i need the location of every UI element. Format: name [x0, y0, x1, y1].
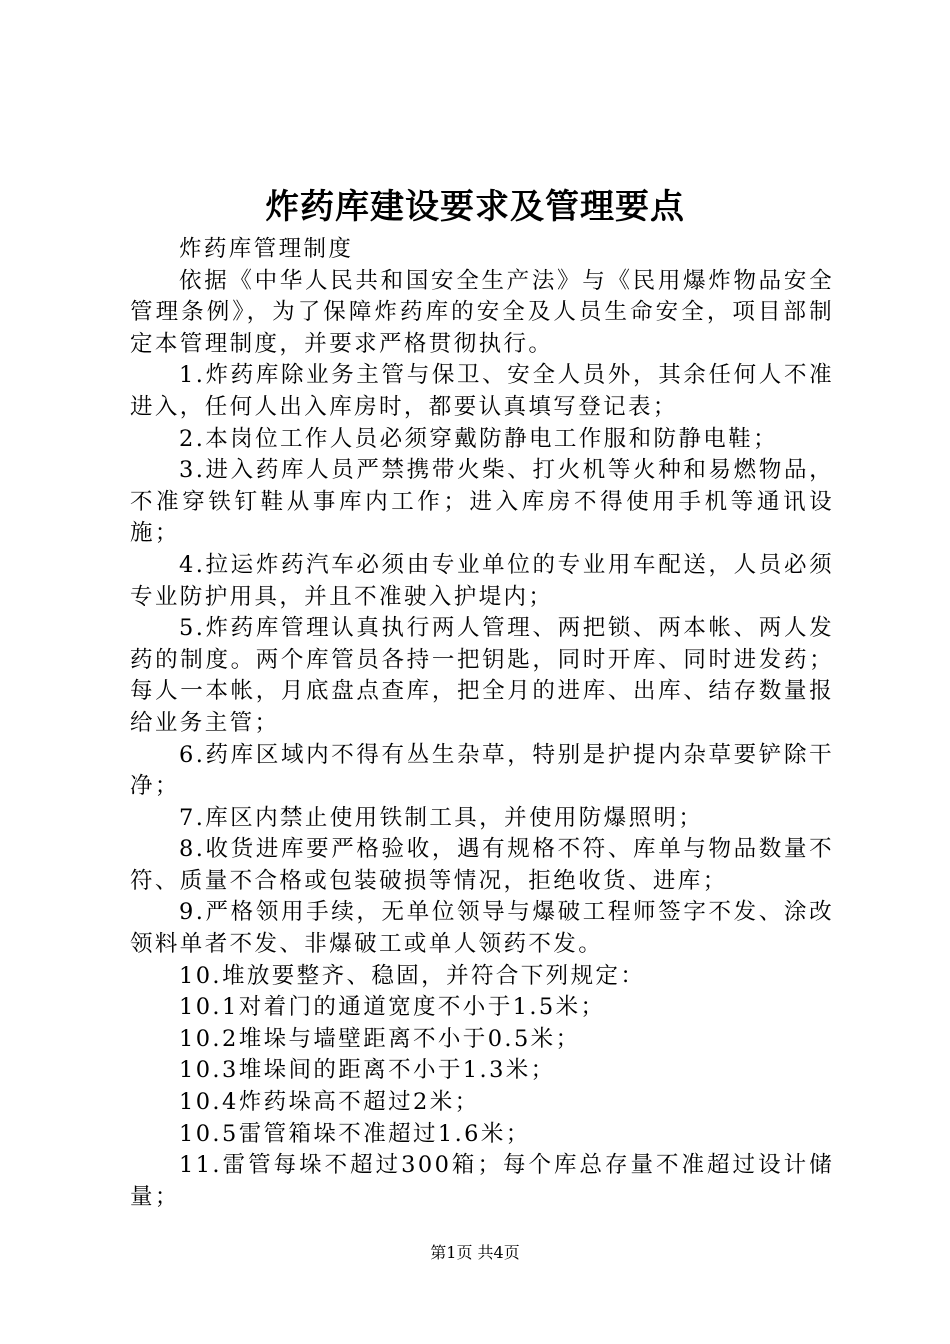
paragraph-rule-8: 8.收货进库要严格验收，遇有规格不符、库单与物品数量不符、质量不合格或包装破损等情况，拒绝收货、进库；: [130, 836, 834, 894]
paragraph-rule-10-3: 10.3堆垛间的距离不小于1.3米；: [179, 1057, 556, 1084]
paragraph-rule-6: 6.药库区域内不得有丛生杂草，特别是护提内杂草要铲除干净；: [130, 741, 834, 800]
paragraph-rule-9: 9.严格领用手续，无单位领导与爆破工程师签字不发、涂改领料单者不发、非爆破工或单人领药不发。: [130, 899, 834, 958]
paragraph-rule-1: 1.炸药库除业务主管与保卫、安全人员外，其余任何人不准进入，任何人出入库房时，都要认真填写登记表；: [130, 362, 834, 420]
document-title: 炸药库建设要求及管理要点: [265, 187, 685, 227]
paragraph-rule-5: 5.炸药库管理认真执行两人管理、两把锁、两本帐、两人发药的制度。两个库管员各持一把钥匙，同时开库、同时进发药；每人一本帐，月底盘点查库，把全月的进库、出库、结存数量报给业务主管；: [130, 615, 834, 736]
paragraph-rule-2: 2.本岗位工作人员必须穿戴防静电工作服和防静电鞋；: [179, 425, 778, 452]
paragraph-rule-10-2: 10.2堆垛与墙壁距离不小于0.5米；: [179, 1025, 581, 1052]
page-number-footer: 第1页 共4页: [430, 1243, 520, 1262]
paragraph-rule-7: 7.库区内禁止使用铁制工具，并使用防爆照明；: [179, 804, 704, 831]
paragraph-rule-11: 11.雷管每垛不超过300箱；每个库总存量不准超过设计储量；: [130, 1152, 834, 1210]
paragraph-rule-3: 3.进入药库人员严禁携带火柴、打火机等火种和易燃物品，不准穿铁钉鞋从事库内工作；进入库房不得使用手机等通讯设施；: [130, 457, 834, 547]
document-body: [130, 234, 834, 1213]
paragraph-rule-4: 4.拉运炸药汽车必须由专业单位的专业用车配送，人员必须专业防护用具，并且不准驶入护堤内；: [130, 551, 834, 610]
paragraph-rule-10-5: 10.5雷管箱垛不准超过1.6米；: [179, 1120, 531, 1147]
paragraph-intro: 依据《中华人民共和国安全生产法》与《民用爆炸物品安全管理条例》，为了保障炸药库的安全及人员生命安全，项目部制定本管理制度，并要求严格贯彻执行。: [130, 267, 834, 357]
paragraph-rule-10-4: 10.4炸药垛高不超过2米；: [179, 1089, 480, 1116]
paragraph-rule-10-1: 10.1对着门的通道宽度不小于1.5米；: [179, 994, 606, 1021]
paragraph-heading: 炸药库管理制度: [179, 236, 354, 262]
paragraph-rule-10: 10.堆放要整齐、稳固，并符合下列规定：: [179, 962, 646, 989]
